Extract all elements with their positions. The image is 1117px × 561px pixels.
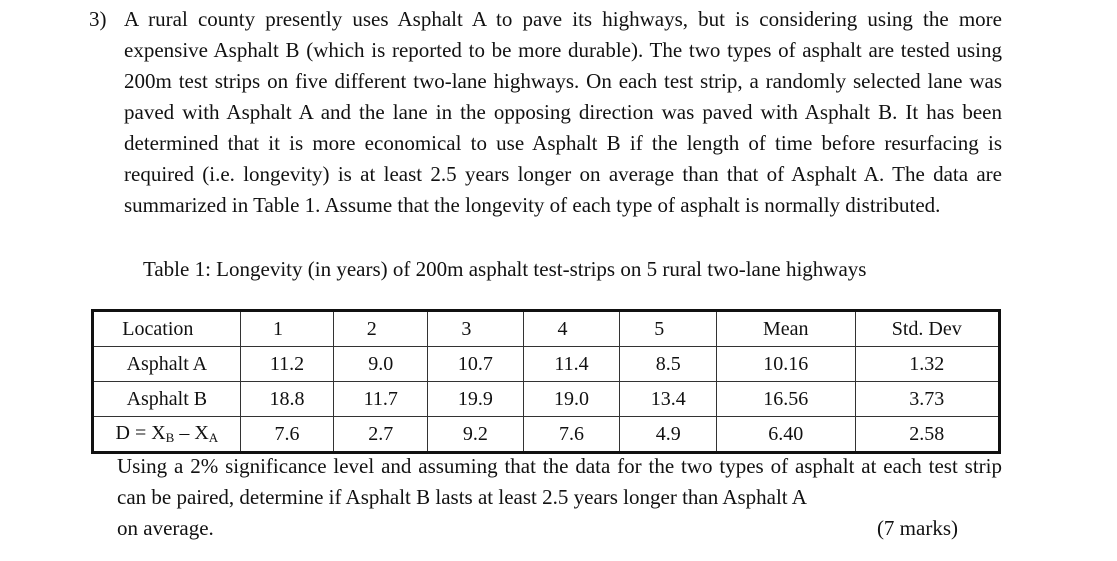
header-cell: Std. Dev — [855, 311, 999, 347]
value-cell: 10.7 — [428, 347, 524, 382]
value-cell: 4.9 — [620, 417, 717, 453]
value-cell: 19.9 — [428, 382, 524, 417]
value-cell: 11.2 — [240, 347, 334, 382]
value-cell: 1.32 — [855, 347, 999, 382]
value-cell: 18.8 — [240, 382, 334, 417]
value-cell: 7.6 — [240, 417, 334, 453]
longevity-table — [91, 309, 1001, 454]
row-label: Asphalt B — [93, 382, 241, 417]
question-number: 3) — [89, 7, 107, 31]
header-cell: 3 — [428, 311, 524, 347]
table-row — [93, 382, 1000, 417]
header-cell: Location — [93, 311, 241, 347]
value-cell: 2.58 — [855, 417, 999, 453]
followup-last-line — [117, 513, 958, 544]
value-cell: 6.40 — [717, 417, 856, 453]
value-cell: 3.73 — [855, 382, 999, 417]
value-cell: 16.56 — [717, 382, 856, 417]
table-caption: Table 1: Longevity (in years) of 200m asphalt test-strips on 5 rural two-lane highways — [143, 257, 867, 281]
value-cell: 10.16 — [717, 347, 856, 382]
question-paragraph: A rural county presently uses Asphalt A to pave its highways, but is considering using the more expensive Asphalt B (which is reported to be more durable). The two types of asphalt are tested using 200m test strips on five different two-lane highways. On each test strip, a randomly selected lane was paved with Asphalt A and the lane in the opposing direction was paved with Asphalt B. It has been determined that it is more economical to use Asphalt B if the length of time before resurfacing is required (i.e. longevity) is at least 2.5 years longer on average than that of Asphalt A. The data are summarized in Table 1. Assume that the longevity of each type of asphalt is normally distributed. — [124, 7, 1002, 217]
value-cell: 11.7 — [334, 382, 428, 417]
header-cell: 1 — [240, 311, 334, 347]
followup-paragraph: Using a 2% significance level and assuming that the data for the two types of asphalt at each test strip can be paired, determine if Asphalt B lasts at least 2.5 years longer than Asphalt A — [117, 454, 1002, 509]
diff-sub-b: B — [165, 430, 175, 445]
row-label: Asphalt A — [93, 347, 241, 382]
value-cell: 13.4 — [620, 382, 717, 417]
marks-label: (7 marks) — [876, 516, 958, 540]
value-cell: 2.7 — [334, 417, 428, 453]
table-row — [93, 347, 1000, 382]
difference-label — [93, 417, 241, 453]
difference-row — [93, 417, 1000, 453]
value-cell: 19.0 — [523, 382, 620, 417]
diff-prefix: D = X — [115, 422, 166, 444]
value-cell: 9.0 — [334, 347, 428, 382]
header-cell: 2 — [334, 311, 428, 347]
value-cell: 7.6 — [523, 417, 620, 453]
value-cell: 8.5 — [620, 347, 717, 382]
table-header-row — [93, 311, 1000, 347]
followup-end-text: on average. — [117, 516, 214, 540]
diff-sub-a: A — [208, 430, 219, 445]
diff-minus: – X — [174, 422, 209, 444]
header-cell: 4 — [523, 311, 620, 347]
value-cell: 11.4 — [523, 347, 620, 382]
value-cell: 9.2 — [428, 417, 524, 453]
header-cell: 5 — [620, 311, 717, 347]
header-cell: Mean — [717, 311, 856, 347]
